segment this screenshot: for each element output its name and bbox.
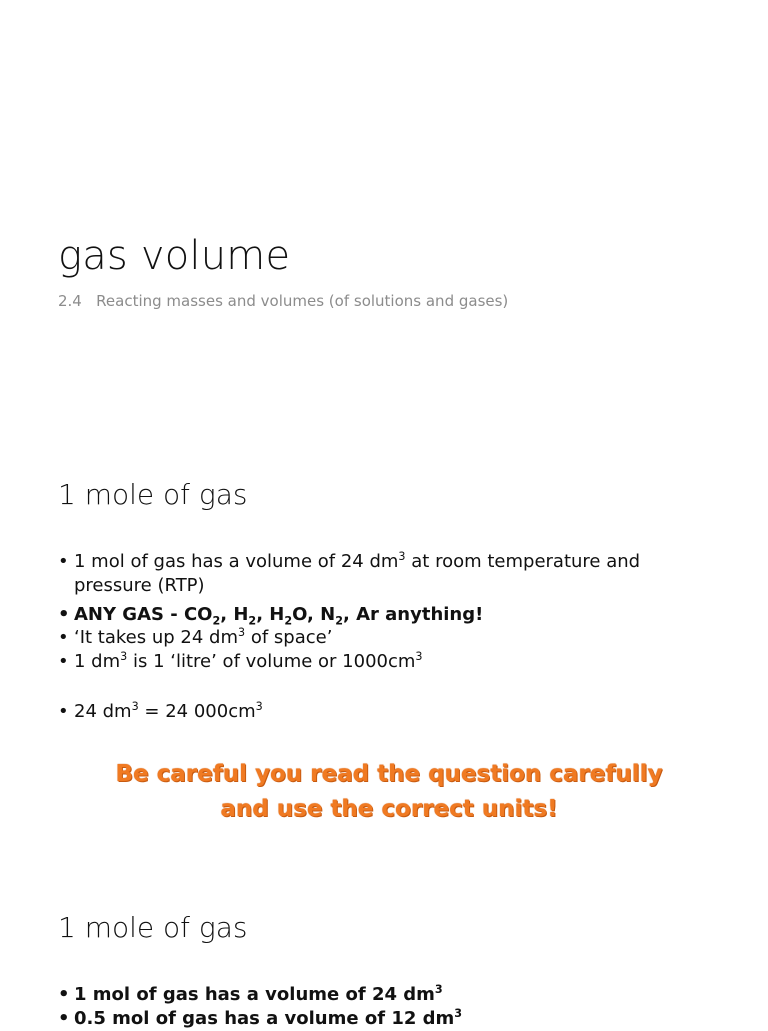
bullet-volume-rtp xyxy=(58,550,678,598)
subscript: 2 xyxy=(248,614,257,628)
bullet-text: of space’ xyxy=(245,627,333,649)
section-title-mole-of-gas: 1 mole of gas xyxy=(58,478,248,511)
superscript: 3 xyxy=(434,983,443,996)
bullet-conversion xyxy=(58,700,678,724)
section-title-mole-of-gas-2: 1 mole of gas xyxy=(58,911,248,944)
bullet-text: O, N xyxy=(292,603,336,625)
superscript: 3 xyxy=(131,699,139,713)
bullet-text: at room temperature and pressure (RTP) xyxy=(74,551,641,596)
bullet-text: 1 dm xyxy=(74,651,121,672)
bullet-text: is 1 ‘litre’ of volume or 1000cm xyxy=(127,651,416,672)
bullet-text: , Ar anything! xyxy=(342,603,484,625)
bullet-half-mol-volume xyxy=(58,1007,678,1031)
warning-line-1: Be careful you read the question carefully xyxy=(115,761,663,787)
warning-line-2: and use the correct units! xyxy=(220,795,558,822)
bullet-text: 1 mol of gas has a volume of 24 dm xyxy=(74,551,399,572)
bullet-list-mole-of-gas-2 xyxy=(58,983,678,1031)
bullet-any-gas xyxy=(58,603,678,627)
bullet-text: ‘It takes up 24 dm xyxy=(74,627,238,649)
bullet-one-mol-volume xyxy=(58,983,678,1007)
subscript: 2 xyxy=(284,614,293,628)
subscript: 2 xyxy=(212,614,221,628)
superscript: 3 xyxy=(415,650,423,663)
slide-subtitle: 2.4 Reacting masses and volumes (of solutions and gases) xyxy=(58,292,509,310)
bullet-list-mole-of-gas xyxy=(58,550,678,724)
superscript: 3 xyxy=(238,626,246,640)
superscript: 3 xyxy=(255,699,263,713)
bullet-text: 0.5 mol of gas has a volume of 12 dm xyxy=(74,1007,455,1029)
bullet-text: , H xyxy=(256,603,285,625)
superscript: 3 xyxy=(398,550,406,563)
slide-title: gas volume xyxy=(58,233,291,279)
bullet-text: 1 mol of gas has a volume of 24 dm xyxy=(74,984,435,1005)
bullet-text: = 24 000cm xyxy=(138,700,256,722)
subscript: 2 xyxy=(335,614,343,628)
bullet-takes-up-space xyxy=(58,626,678,650)
bullet-litre xyxy=(58,650,678,674)
bullet-text: 24 dm xyxy=(74,700,132,722)
bullet-text: , H xyxy=(220,603,249,625)
superscript: 3 xyxy=(120,650,128,663)
units-warning-callout xyxy=(84,757,694,826)
superscript: 3 xyxy=(454,1006,463,1020)
bullet-text: ANY GAS - CO xyxy=(74,603,213,625)
